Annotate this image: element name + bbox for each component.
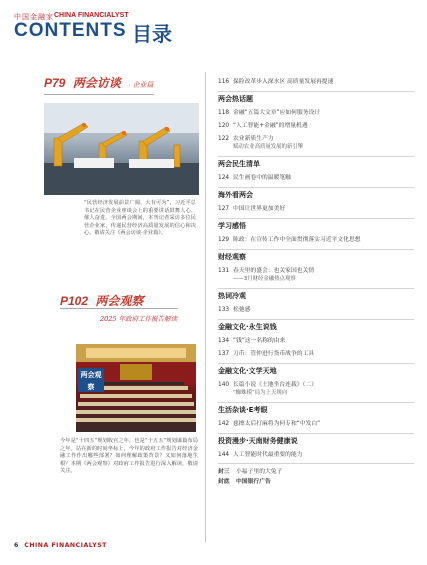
toc-divider xyxy=(218,156,414,157)
toc-entry[interactable] xyxy=(218,234,361,243)
toc-page-number: 116 xyxy=(218,79,230,85)
toc-divider xyxy=(218,288,414,289)
toc-entry[interactable] xyxy=(218,107,320,116)
footer xyxy=(14,542,107,549)
contents-title-cn: 目录 xyxy=(132,22,172,46)
toc-page-number: 122 xyxy=(218,136,230,142)
toc-entry-title: 中国让世界更加美好 xyxy=(233,206,286,212)
lianghui-badge: 两会观察 xyxy=(78,368,104,392)
section-subtitle: · 企业篇 xyxy=(128,82,154,89)
divider xyxy=(44,94,154,95)
cover-label: 封底 xyxy=(218,479,230,485)
toc-section-heading: 生活杂谈·E考眼 xyxy=(218,406,268,414)
toc-entry[interactable] xyxy=(218,203,285,212)
toc-section-heading: 热词冷观 xyxy=(218,292,246,300)
toc-section-heading: 两会民生清单 xyxy=(218,160,260,168)
toc-divider xyxy=(218,218,414,219)
toc-entry-title: 陈政：在宣传工作中全面贯彻落实习近平文化思想 xyxy=(233,237,361,243)
section2-subtitle: 2025 年政府工作报告解读 xyxy=(100,315,178,323)
toc-entry-title: 农业新质生产力 xyxy=(233,136,274,142)
toc-section-heading: 金融文化·永生说钱 xyxy=(218,323,277,331)
toc-page-number: 134 xyxy=(218,338,230,344)
robot-arms-illustration xyxy=(44,103,199,195)
toc-divider xyxy=(218,249,414,250)
toc-page-number: 120 xyxy=(218,123,230,129)
cover-entry xyxy=(218,466,282,475)
section-title: 两会观察 xyxy=(95,294,144,308)
toc-page-number: 129 xyxy=(218,237,230,243)
toc-entry-title: 长篇小说《土地坐台连载》（二） xyxy=(233,382,318,388)
toc-entry[interactable] xyxy=(218,76,333,85)
toc-section-heading: 两会热话题 xyxy=(218,95,253,103)
toc-page-number: 137 xyxy=(218,351,230,357)
toc-page-number: 127 xyxy=(218,206,230,212)
toc-entry[interactable] xyxy=(218,304,250,313)
section-lianghui-observation xyxy=(60,292,143,309)
toc-page-number: 133 xyxy=(218,307,230,313)
toc-entry-title: 人工智能时代最重要的能力 xyxy=(233,452,303,458)
toc-entry[interactable] xyxy=(218,379,317,396)
toc-entry[interactable] xyxy=(218,335,285,344)
cover-entry xyxy=(218,476,271,485)
toc-divider xyxy=(218,187,414,188)
section-title: 两会访谈 xyxy=(72,76,121,90)
section-lianghui-interview xyxy=(44,74,153,91)
toc-entry-title: 松弛感 xyxy=(233,307,251,313)
toc-section-heading: 学习感悟 xyxy=(218,222,246,230)
toc-entry-title: “钱”这一名称的由来 xyxy=(233,338,286,344)
section2-intro: 今年是“十四五”规划收官之年，也是“十五五”规划谋篇布局之年。站在新的时间坐标上，今年的政府工作报告对经济金融工作作出哪些部署？如何理解政策背景？又如何落地生根？本期《两会观察》对政府工作报告进行深入解读，敬请关注。 xyxy=(60,438,198,475)
cover-title: 中国银行广告 xyxy=(236,479,271,485)
toc-entry[interactable] xyxy=(218,133,303,150)
toc-entry-title: 民生画卷中的温暖笔触 xyxy=(233,175,291,181)
toc-entry-subtitle: ——3月财经金融热点观察 xyxy=(233,276,296,282)
section-page: P79 xyxy=(44,76,66,90)
cover-label: 封三 xyxy=(218,469,230,475)
toc-entry-subtitle: “蜘蛛模”局为上天规向 xyxy=(233,390,288,396)
toc-page-number: 118 xyxy=(218,110,230,116)
toc-page-number: 124 xyxy=(218,175,230,181)
cover-title: 小福子里的大兔子 xyxy=(236,469,283,475)
toc-entry[interactable] xyxy=(218,418,320,427)
toc-page-number: 142 xyxy=(218,421,230,427)
toc-entry-title: 保险改革步入深水区 高质量发展再提速 xyxy=(233,79,334,85)
toc-entry[interactable] xyxy=(218,120,308,129)
toc-entry-title: 慈擦太后打麻将为何专和“中发白” xyxy=(233,421,321,427)
toc-divider xyxy=(218,433,414,434)
toc-page-number: 131 xyxy=(218,268,230,274)
brand-cn: 中国金融家 xyxy=(14,13,54,21)
brand-en: CHINA FINANCIALYST xyxy=(54,12,129,19)
toc-page-number: 140 xyxy=(218,382,230,388)
contents-title: CONTENTS xyxy=(14,20,127,41)
toc-entry-title: “人工智能+金融”的增量机遇 xyxy=(233,123,308,129)
toc-section-heading: 金融文化·文学天地 xyxy=(218,367,277,375)
toc-divider xyxy=(218,91,414,92)
toc-entry[interactable] xyxy=(218,265,314,282)
toc-section-heading: 投资漫步·天南财务健康说 xyxy=(218,437,298,445)
toc-divider xyxy=(218,402,414,403)
section1-intro: “民营经济发展前景广阔、大有可为”，习近平总书记在民营企业座谈会上的重要讲话鼓舞人心、催人奋进。全国两会期间，本刊记者采访多位民营企业家，传递民营经济高质量发展的信心和决心。敬请关注《两会访谈·企业篇》。 xyxy=(84,200,196,237)
factory-robot-photo xyxy=(44,103,199,195)
section-page: P102 xyxy=(60,294,89,308)
footer-brand: CHINA FINANCIALYST xyxy=(24,542,107,549)
toc-entry-title: 刀币：管仲进行货币战争的工具 xyxy=(233,351,315,357)
toc-entry[interactable] xyxy=(218,172,291,181)
toc-entry-subtitle: 赋动农业高质量发展的新引擎 xyxy=(233,144,304,150)
page-number: 6 xyxy=(14,542,19,549)
column-divider xyxy=(205,72,206,542)
toc-section-heading: 财经观察 xyxy=(218,253,246,261)
divider xyxy=(60,308,178,309)
toc-entry-title: 金融“五篇大文章”应如何服务设计 xyxy=(233,110,321,116)
toc-page-number: 144 xyxy=(218,452,230,458)
toc-entry[interactable] xyxy=(218,449,303,458)
toc-entry[interactable] xyxy=(218,348,314,357)
toc-section-heading: 海外看两会 xyxy=(218,191,253,199)
toc-divider xyxy=(218,319,414,320)
toc-divider xyxy=(218,463,414,464)
toc-divider xyxy=(218,363,414,364)
masthead xyxy=(14,12,424,54)
toc-entry-title: 春天里的盛会：也关家国也关情 xyxy=(233,268,315,274)
